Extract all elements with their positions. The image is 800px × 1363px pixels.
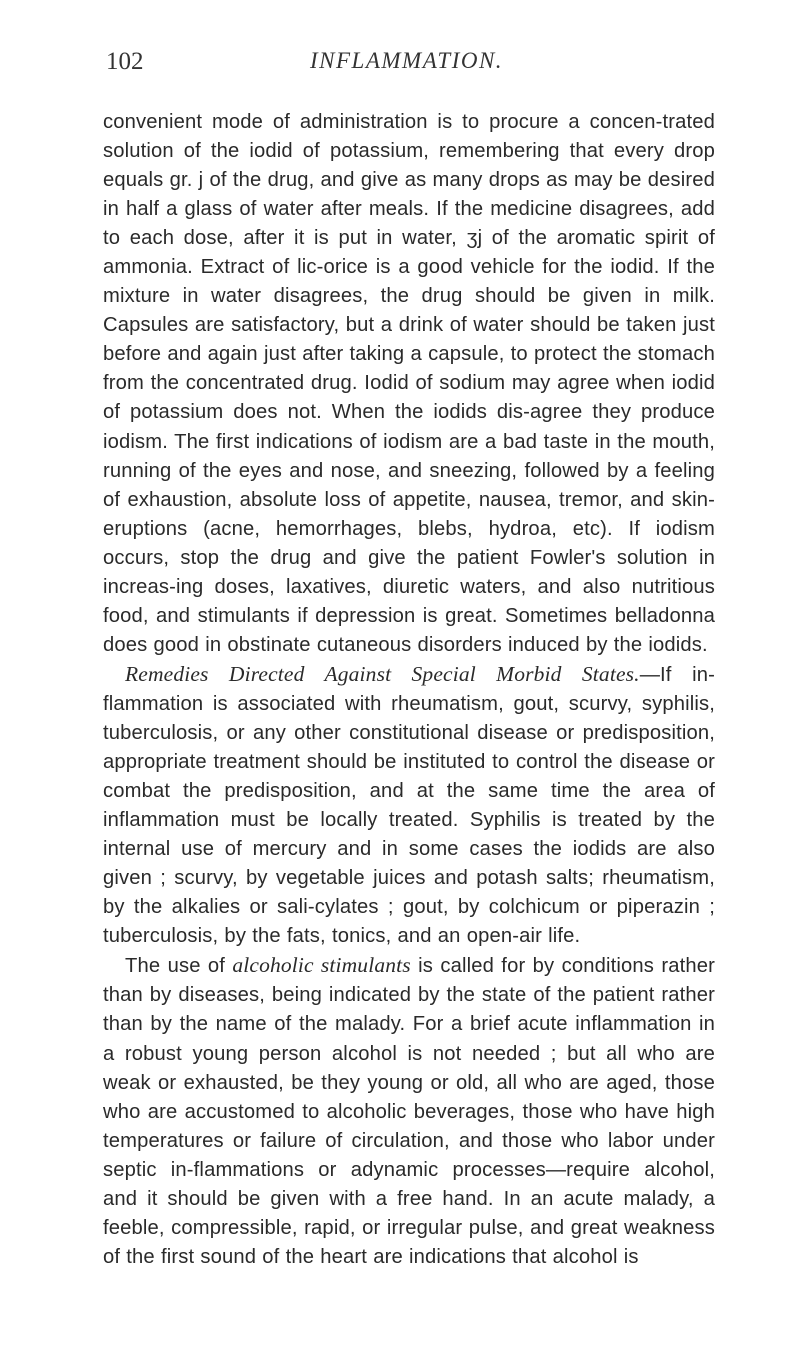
paragraph-lead: The use of: [125, 955, 233, 978]
paragraph-text: is called for by conditions rather than by diseases, being indicated by the state of the patient rather than by the name of the malady. For a brief acute inflammation in a robust young person alcohol is not needed ; but all who are weak or exhausted, be they young or old, all who are aged, those who are accustomed to alcoholic beverages, those who have high temperatures or failure of circulation, and those who labor under septic in-flammations or adynamic processes—require alcohol, and it should be given with a free hand. In an acute malady, a feeble, compressible, rapid, or irregular pulse, and great weakness of the first sound of the heart are indications that alcohol is: [103, 955, 715, 1268]
paragraph-iodid-administration: [103, 108, 715, 660]
running-head: INFLAMMATION.: [310, 48, 504, 73]
paragraph-text: convenient mode of administration is to procure a concen-trated solution of the iodid of potassium, remembering that every drop equals gr. j of the drug, and give as many drops as may be desired in half a glass of water after meals. If the medicine disagrees, add to each dose, after it is put in water, ʒj of the aromatic spirit of ammonia. Extract of lic-orice is a good vehicle for the iodid. If the mixture in water disagrees, the drug should be given in milk. Capsules are satisfactory, but a drink of water should be taken just before and again just after taking a capsule, to protect the stomach from the concentrated drug. Iodid of sodium may agree when iodid of potassium does not. When the iodids dis-agree they produce iodism. The first indications of iodism are a bad taste in the mouth, running of the eyes and nose, and sneezing, followed by a feeling of exhaustion, absolute loss of appetite, nausea, tremor, and skin-eruptions (acne, hemorrhages, blebs, hydroa, etc). If iodism occurs, stop the drug and give the patient Fowler's solution in increas-ing doses, laxatives, diuretic waters, and also nutritious food, and stimulants if depression is great. Sometimes belladonna does good in obstinate cutaneous disorders induced by the iodids.: [103, 111, 715, 656]
emphasis-term: alcoholic stimulants: [232, 953, 411, 978]
paragraph-text: —If in-flammation is associated with rheumatism, gout, scurvy, syphilis, tuberculosis, or any other constitutional disease or predisposition, appropriate treatment should be instituted to control the disease or combat the predisposition, and at the same time the area of inflammation must be locally treated. Syphilis is treated by the internal use of mercury and in some cases the iodids are also given ; scurvy, by vegetable juices and potash salts; rheumatism, by the alkalies or sali-cylates ; gout, by colchicum or piperazin ; tuberculosis, by the fats, tonics, and an open-air life.: [103, 663, 716, 948]
paragraph-alcoholic-stimulants: [103, 951, 715, 1272]
section-heading: Remedies Directed Against Special Morbid States.: [125, 661, 640, 686]
paragraph-special-morbid-states: [103, 660, 715, 951]
page-number: 102: [106, 48, 144, 75]
page-header: [0, 48, 800, 88]
page-body: [103, 108, 715, 1272]
